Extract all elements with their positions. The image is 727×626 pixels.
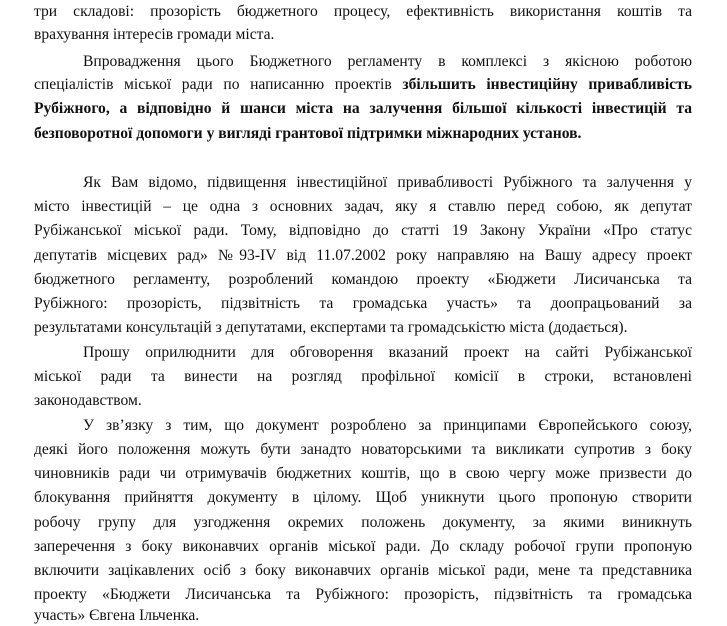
paragraph-line: участь» Євгена Ільченка. [34,607,200,624]
paragraph-line: міської ради та винести на розгляд профільної комісії в строки, встановлені [34,368,692,385]
paragraph-line: деякі його положення можуть бути занадто новаторськими та викликати супротив з боку [34,441,692,458]
paragraph-line: блокування прийняття документу в цілому. Щоб уникнути цього пропоную створити [34,489,692,506]
paragraph-line: бюджетного регламенту, розроблений командою проекту «Бюджети Лисичанська та [34,271,692,288]
paragraph-line: місто інвестицій – це одна з основних задач, яку я ставлю перед собою, як депутат [34,198,692,215]
paragraph-line: врахування інтересів громади міста. [34,26,275,43]
paragraph-line [34,124,692,143]
paragraph-line: Рубіжанської міської ради. Тому, відповідно до статті 19 Закону України «Про статус [34,222,692,239]
paragraph-line: включити зацікавлених осіб з боку виконавчих органів міської ради, мене та представника [34,562,692,579]
paragraph-line [34,75,692,94]
paragraph-line: законодавством. [34,392,142,409]
paragraph-line: Прошу оприлюднити для обговорення вказаний проект на сайті Рубіжанської [83,344,692,361]
paragraph-line: У зв’язку з тим, що документ розроблено за принципами Європейського союзу, [83,417,692,434]
bold-text: збільшить інвестиційну привабливість [402,76,693,93]
paragraph-line: Впровадження цього Бюджетного регламенту в комплексі з якісною роботою [83,53,692,70]
paragraph-line: три складові: прозорість бюджетного процесу, ефективність використання коштів та [34,3,692,20]
paragraph-line [34,99,692,118]
bold-text: Рубіжного, а відповідно й шанси міста на залучення більшої кількості інвестицій та [34,100,692,117]
paragraph-line: робочу групу для узгодження окремих положень документу, за якими виникнуть [34,514,692,531]
paragraph-line: Як Вам відомо, підвищення інвестиційної привабливості Рубіжного та залучення у [83,174,692,191]
paragraph-line: депутатів місцевих рад» №93-IV від 11.07.2002 року направляю на Вашу адресу проект [34,247,692,264]
paragraph-line: заперечення з боку виконавчих органів міської ради. До складу робочої групи пропоную [34,538,692,555]
paragraph-line: результатами консультацій з депутатами, експертами та громадськістю міста (додається). [34,319,628,336]
paragraph-line: Рубіжного: прозорість, підзвітність та громадська участь» та доопрацьований за [34,295,692,312]
paragraph-line: чиновників ради чи отримувачів бюджетних коштів, що в свою чергу може призвести до [34,465,692,482]
bold-text: безповоротної допомоги у вигляді грантової підтримки міжнародних установ. [34,125,582,142]
plain-text: спеціалістів міської ради по написанню проектів [34,76,403,93]
paragraph-line: проекту «Бюджети Лисичанська та Рубіжного: прозорість, підзвітність та громадська [34,586,692,603]
